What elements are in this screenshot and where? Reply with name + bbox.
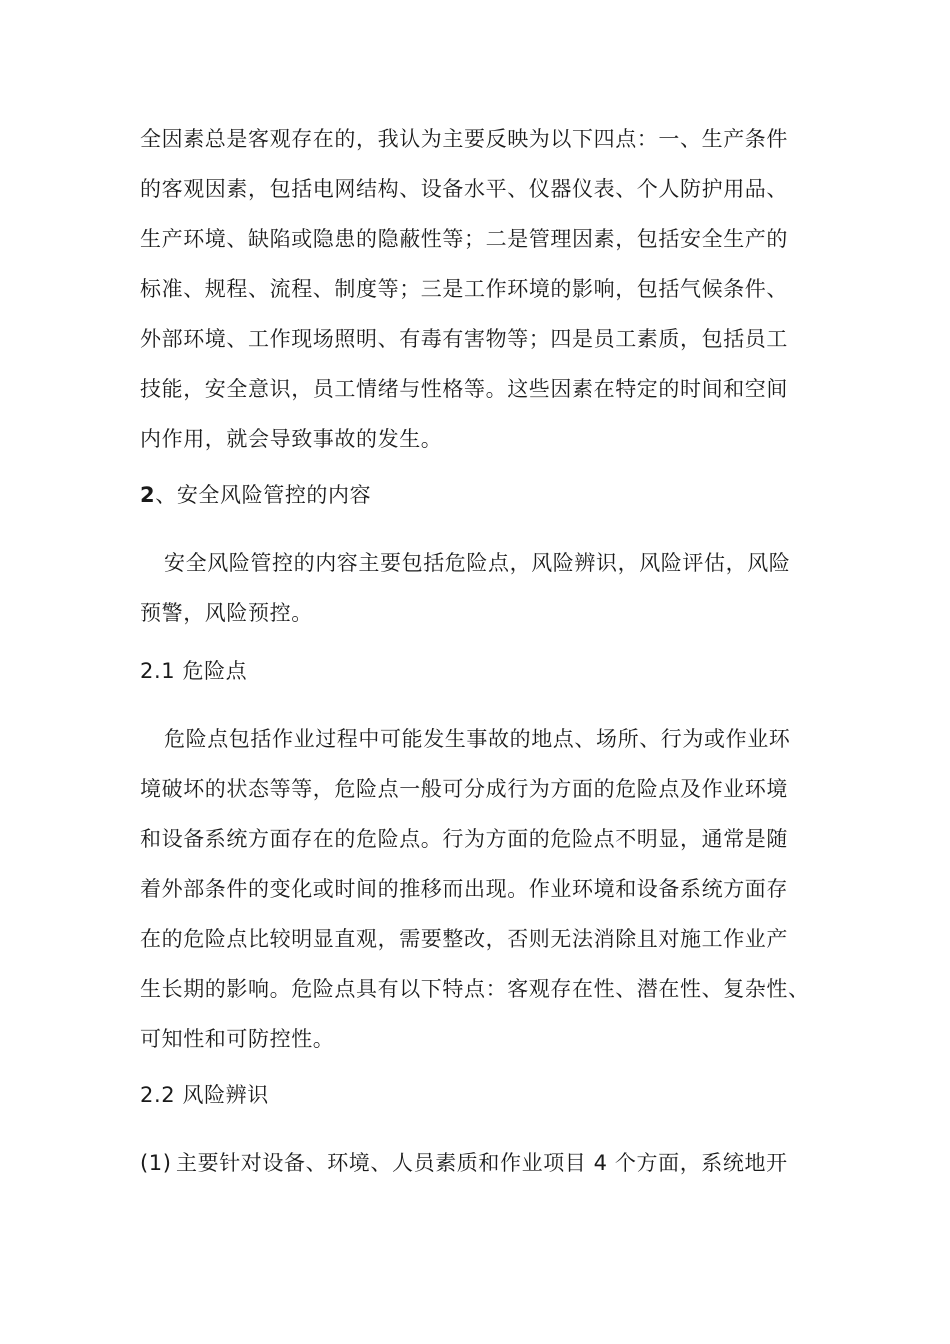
text-line: 预警，风险预控。 (140, 601, 313, 625)
text-line: 外部环境、工作现场照明、有毒有害物等；四是员工素质，包括员工 (140, 327, 788, 351)
section-heading-2 (140, 480, 371, 510)
list-item-text: 主要针对设备、环境、人员素质和作业项目 4 个方面，系统地开 (176, 1151, 788, 1175)
text-line: 境破坏的状态等等，危险点一般可分成行为方面的危险点及作业环境 (140, 777, 788, 801)
text-line: 全因素总是客观存在的，我认为主要反映为以下四点：一、生产条件 (140, 127, 788, 151)
text-line: 的客观因素，包括电网结构、设备水平、仪器仪表、个人防护用品、 (140, 177, 788, 201)
text-line: 内作用，就会导致事故的发生。 (140, 427, 443, 451)
text-line: 着外部条件的变化或时间的推移而出现。作业环境和设备系统方面存 (140, 877, 788, 901)
section-heading-2-2: 2.2 风险辨识 (140, 1083, 269, 1107)
text-line: 和设备系统方面存在的危险点。行为方面的危险点不明显，通常是随 (140, 827, 788, 851)
text-line: 在的危险点比较明显直观，需要整改，否则无法消除且对施工作业产 (140, 927, 788, 951)
list-marker: (1) (140, 1151, 172, 1175)
text-line: 危险点包括作业过程中可能发生事故的地点、场所、行为或作业环 (164, 727, 791, 751)
text-line: 生长期的影响。危险点具有以下特点：客观存在性、潜在性、复杂性、 (140, 977, 810, 1001)
section-number: 2 (140, 483, 156, 507)
text-line: 标准、规程、流程、制度等；三是工作环境的影响，包括气候条件、 (140, 277, 788, 301)
section-heading-2-1: 2.1 危险点 (140, 659, 248, 683)
section-title: 、安全风险管控的内容 (155, 483, 372, 507)
text-line: 可知性和可防控性。 (140, 1027, 335, 1051)
text-line: 技能，安全意识，员工情绪与性格等。这些因素在特定的时间和空间 (140, 377, 788, 401)
text-line: 安全风险管控的内容主要包括危险点，风险辨识，风险评估，风险 (164, 551, 791, 575)
text-line: 生产环境、缺陷或隐患的隐蔽性等；二是管理因素，包括安全生产的 (140, 227, 788, 251)
